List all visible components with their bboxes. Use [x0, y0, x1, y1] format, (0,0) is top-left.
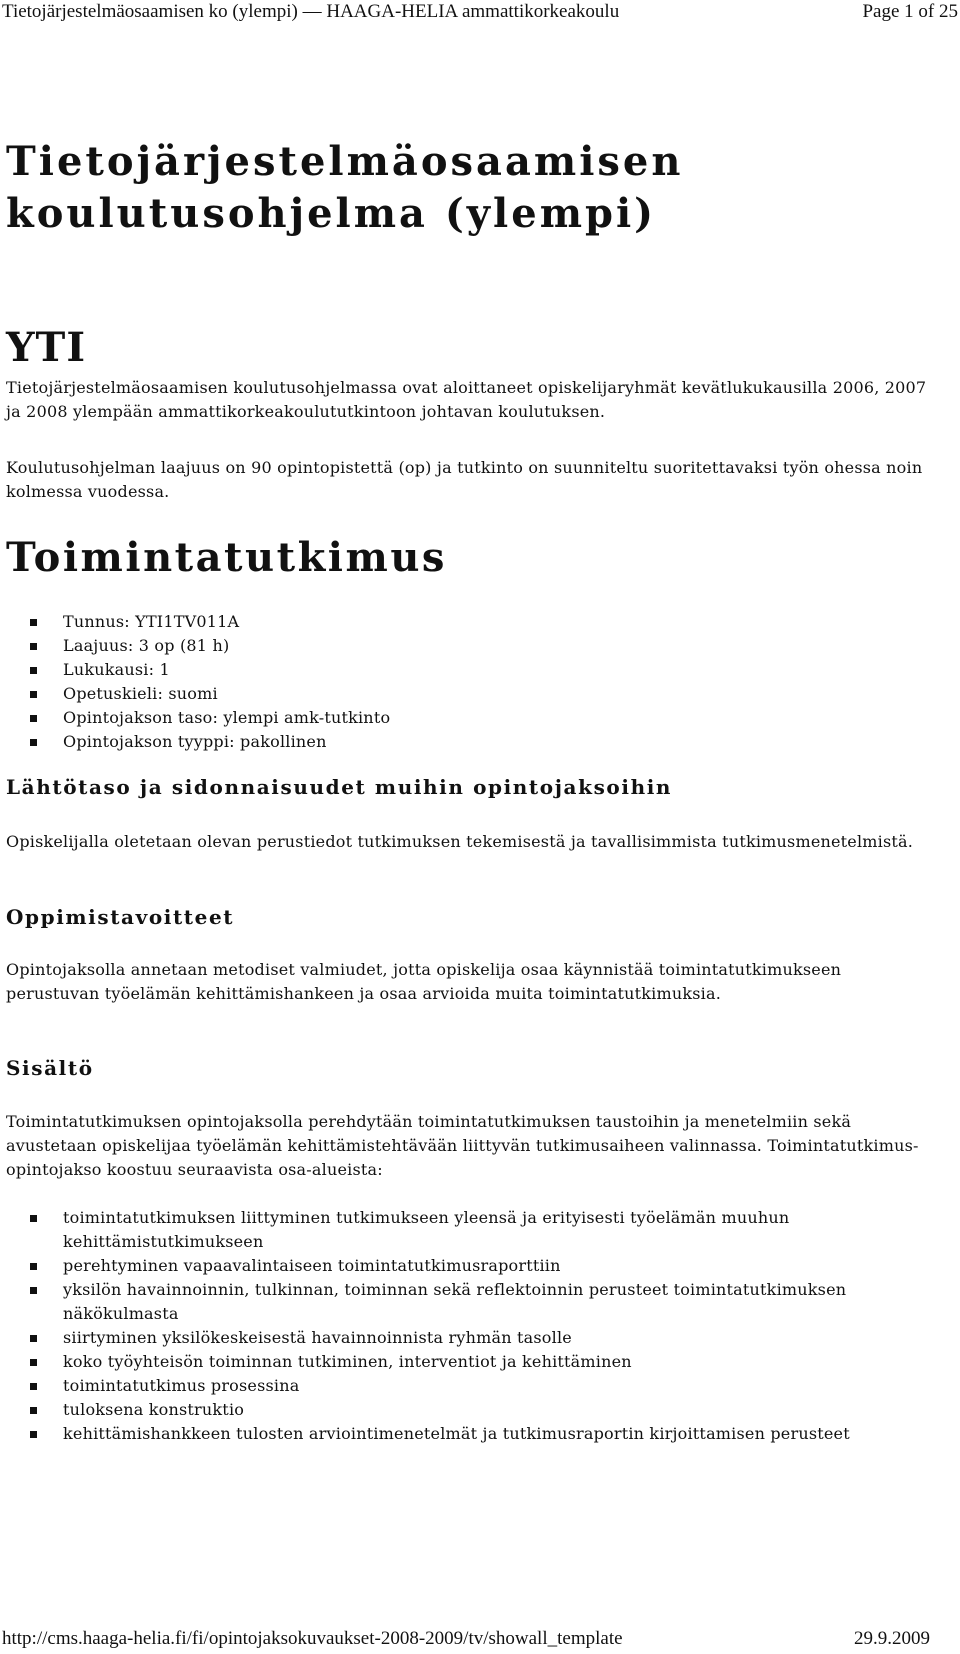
list-item — [6, 682, 923, 706]
content-item-text: yksilön havainnoinnin, tulkinnan, toiminnan sekä reflektoinnin perusteet toimintatutkimuksen näkökulmasta — [63, 1280, 847, 1323]
list-item — [6, 1398, 923, 1422]
bullet-square-icon — [30, 715, 37, 722]
list-item — [6, 658, 923, 682]
bullet-square-icon — [30, 643, 37, 650]
list-item — [6, 1254, 923, 1278]
list-item — [6, 1374, 923, 1398]
fact-language: Opetuskieli: suomi — [63, 684, 218, 703]
fact-semester: Lukukausi: 1 — [63, 660, 170, 679]
bullet-square-icon — [30, 691, 37, 698]
bullet-square-icon — [30, 1215, 37, 1222]
prerequisites-heading: Lähtötaso ja sidonnaisuudet muihin opintojaksoihin — [6, 775, 673, 799]
bullet-square-icon — [30, 1287, 37, 1294]
prerequisites-text: Opiskelijalla oletetaan olevan perustiedot tutkimuksen tekemisestä ja tavallisimmista tutkimusmenetelmistä. — [6, 832, 914, 851]
fact-credits: Laajuus: 3 op (81 h) — [63, 636, 230, 655]
page-title: Tietojärjestelmäosaamisen koulutusohjelma (ylempi) — [6, 138, 684, 237]
list-item — [6, 1206, 923, 1254]
list-item — [6, 610, 923, 634]
bullet-square-icon — [30, 1407, 37, 1414]
content-item-text: perehtyminen vapaavalintaiseen toimintatutkimusraporttiin — [63, 1256, 561, 1275]
content-item-text: kehittämishankkeen tulosten arviointimenetelmät ja tutkimusraportin kirjoittamisen perusteet — [63, 1424, 850, 1443]
bullet-square-icon — [30, 667, 37, 674]
bullet-square-icon — [30, 1359, 37, 1366]
content-heading: Sisältö — [6, 1056, 94, 1080]
running-header — [0, 0, 960, 28]
fact-level: Opintojakson taso: ylempi amk-tutkinto — [63, 708, 391, 727]
objectives-text: Opintojaksolla annetaan metodiset valmiudet, jotta opiskelija osaa käynnistää toimintatutkimukseen perustuvan työelämän kehittämishankeen ja osaa arvioida muita toimintatutkimuksia. — [6, 960, 842, 1003]
bullet-square-icon — [30, 1263, 37, 1270]
program-code-heading: YTI — [6, 324, 87, 371]
fact-code: Tunnus: YTI1TV011A — [63, 612, 240, 631]
list-item — [6, 1326, 923, 1350]
list-item — [6, 730, 923, 754]
footer-date: 29.9.2009 — [854, 1628, 930, 1649]
intro-paragraph-1: Tietojärjestelmäosaamisen koulutusohjelmassa ovat aloittaneet opiskelijaryhmät kevätlukukausilla 2006, 2007 ja 2008 ylempään ammattikorkeakoulututkintoon johtavan koulutuksen. — [6, 378, 927, 421]
content-item-text: toimintatutkimus prosessina — [63, 1376, 300, 1395]
course-facts-list — [6, 610, 923, 754]
objectives-heading: Oppimistavoitteet — [6, 905, 235, 929]
content-text: Toimintatutkimuksen opintojaksolla perehdytään toimintatutkimuksen taustoihin ja menetelmiin sekä avustetaan opiskelijaa työelämän kehittämistehtävään liittyvän tutkimusaiheen valinnassa. Toimintatutkimus-opintojakso koostuu seuraavista osa-alueista: — [6, 1112, 919, 1179]
content-item-text: toimintatutkimuksen liittyminen tutkimukseen yleensä ja erityisesti työelämän muuhun kehittämistutkimukseen — [63, 1208, 790, 1251]
list-item — [6, 1350, 923, 1374]
running-footer — [0, 1624, 960, 1654]
footer-url[interactable]: http://cms.haaga-helia.fi/fi/opintojaksokuvaukset-2008-2009/tv/showall_template — [2, 1628, 623, 1649]
content-item-text: tuloksena konstruktio — [63, 1400, 245, 1419]
fact-type: Opintojakson tyyppi: pakollinen — [63, 732, 327, 751]
list-item — [6, 634, 923, 658]
intro-paragraph-2: Koulutusohjelman laajuus on 90 opintopistettä (op) ja tutkinto on suunniteltu suoritettavaksi työn ohessa noin kolmessa vuodessa. — [6, 458, 923, 501]
list-item — [6, 1278, 923, 1326]
list-item — [6, 706, 923, 730]
bullet-square-icon — [30, 1383, 37, 1390]
course-title: Toimintatutkimus — [6, 534, 447, 581]
bullet-square-icon — [30, 619, 37, 626]
content-items-list — [6, 1206, 923, 1446]
bullet-square-icon — [30, 1431, 37, 1438]
content-item-text: koko työyhteisön toiminnan tutkiminen, interventiot ja kehittäminen — [63, 1352, 632, 1371]
bullet-square-icon — [30, 739, 37, 746]
header-page-number: Page 1 of 25 — [862, 1, 958, 22]
header-document-title: Tietojärjestelmäosaamisen ko (ylempi) — HAAGA-HELIA ammattikorkeakoulu — [2, 1, 620, 22]
list-item — [6, 1422, 923, 1446]
bullet-square-icon — [30, 1335, 37, 1342]
content-item-text: siirtyminen yksilökeskeisestä havainnoinnista ryhmän tasolle — [63, 1328, 572, 1347]
course-section — [6, 532, 447, 584]
